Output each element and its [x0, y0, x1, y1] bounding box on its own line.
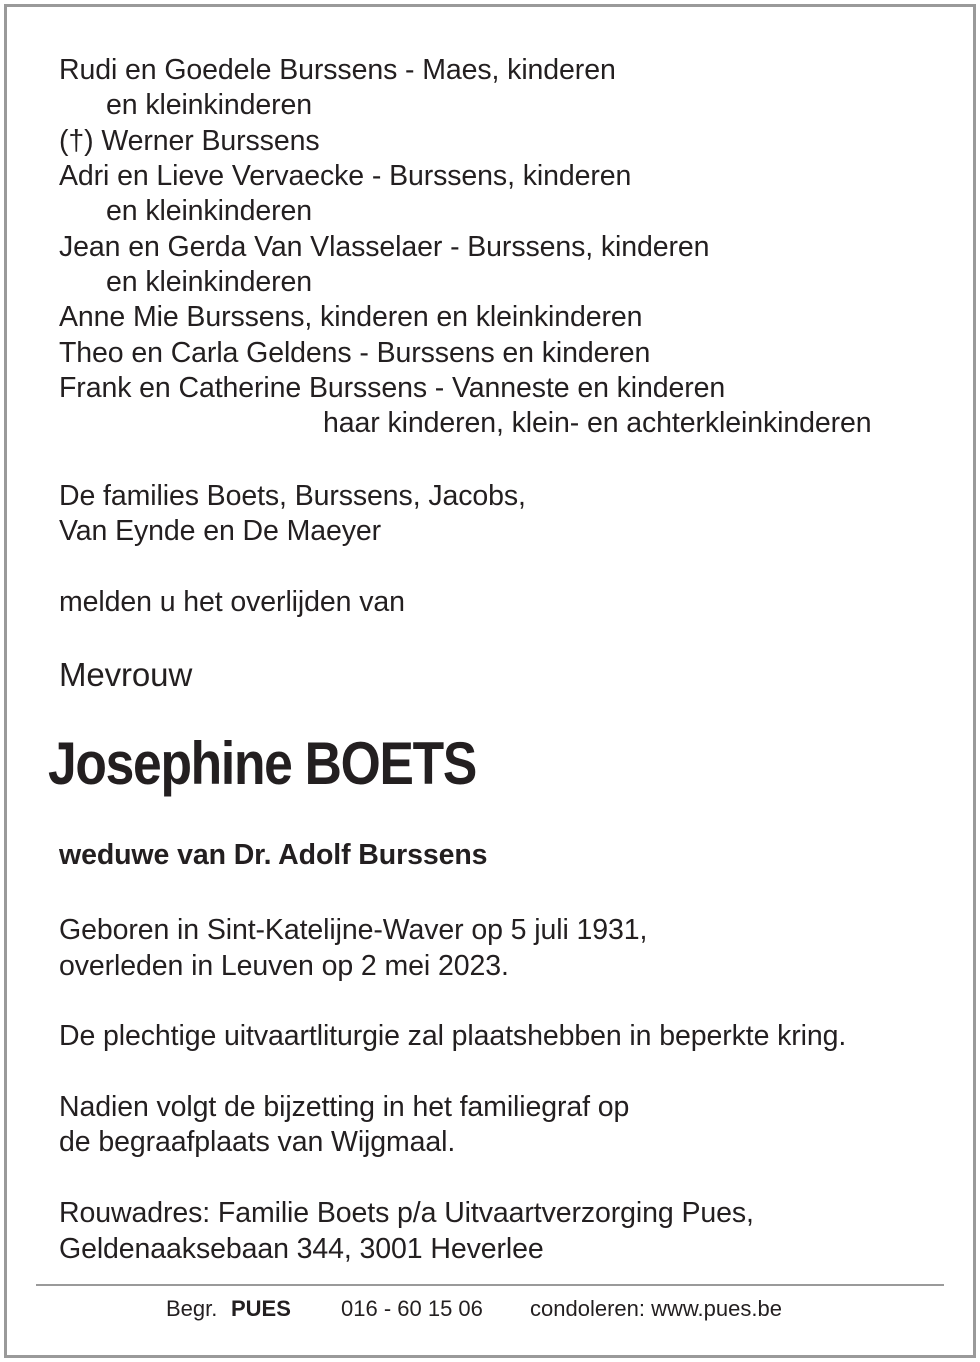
footer-begr-label: Begr.	[166, 1296, 218, 1321]
footer-divider	[36, 1284, 944, 1286]
footer	[0, 1294, 980, 1324]
birth-line: Geboren in Sint-Katelijne-Waver op 5 juli 1931,	[59, 914, 648, 946]
widow-line: weduwe van Dr. Adolf Burssens	[59, 839, 488, 871]
family-line: Theo en Carla Geldens - Burssens en kinderen	[59, 337, 651, 369]
families-line: De families Boets, Burssens, Jacobs,	[59, 480, 526, 512]
family-line: Frank en Catherine Burssens - Vanneste en kinderen	[59, 372, 726, 404]
family-line: en kleinkinderen	[106, 89, 312, 121]
address-line: Rouwadres: Familie Boets p/a Uitvaartverzorging Pues,	[59, 1197, 754, 1229]
deceased-name: Josephine BOETS	[48, 730, 476, 797]
title-mevrouw: Mevrouw	[59, 656, 193, 693]
family-line: (†) Werner Burssens	[59, 125, 320, 157]
burial-line: Nadien volgt de bijzetting in het familiegraf op	[59, 1091, 630, 1123]
footer-phone: 016 - 60 15 06	[341, 1296, 483, 1321]
address-line: Geldenaaksebaan 344, 3001 Heverlee	[59, 1233, 544, 1265]
liturgy-line: De plechtige uitvaartliturgie zal plaatshebben in beperkte kring.	[59, 1020, 847, 1052]
footer-begr-name: PUES	[231, 1296, 291, 1321]
family-line: Jean en Gerda Van Vlasselaer - Burssens, kinderen	[59, 231, 710, 263]
announce-text: melden u het overlijden van	[59, 586, 405, 618]
family-line: en kleinkinderen	[106, 195, 312, 227]
footer-condolence: condoleren: www.pues.be	[530, 1296, 782, 1321]
family-line: en kleinkinderen	[106, 266, 312, 298]
family-line: haar kinderen, klein- en achterkleinkinderen	[323, 407, 872, 439]
birth-line: overleden in Leuven op 2 mei 2023.	[59, 950, 509, 982]
family-line: Anne Mie Burssens, kinderen en kleinkinderen	[59, 301, 643, 333]
family-line: Rudi en Goedele Burssens - Maes, kinderen	[59, 54, 616, 86]
family-line: Adri en Lieve Vervaecke - Burssens, kinderen	[59, 160, 632, 192]
burial-line: de begraafplaats van Wijgmaal.	[59, 1126, 456, 1158]
families-line: Van Eynde en De Maeyer	[59, 515, 382, 547]
